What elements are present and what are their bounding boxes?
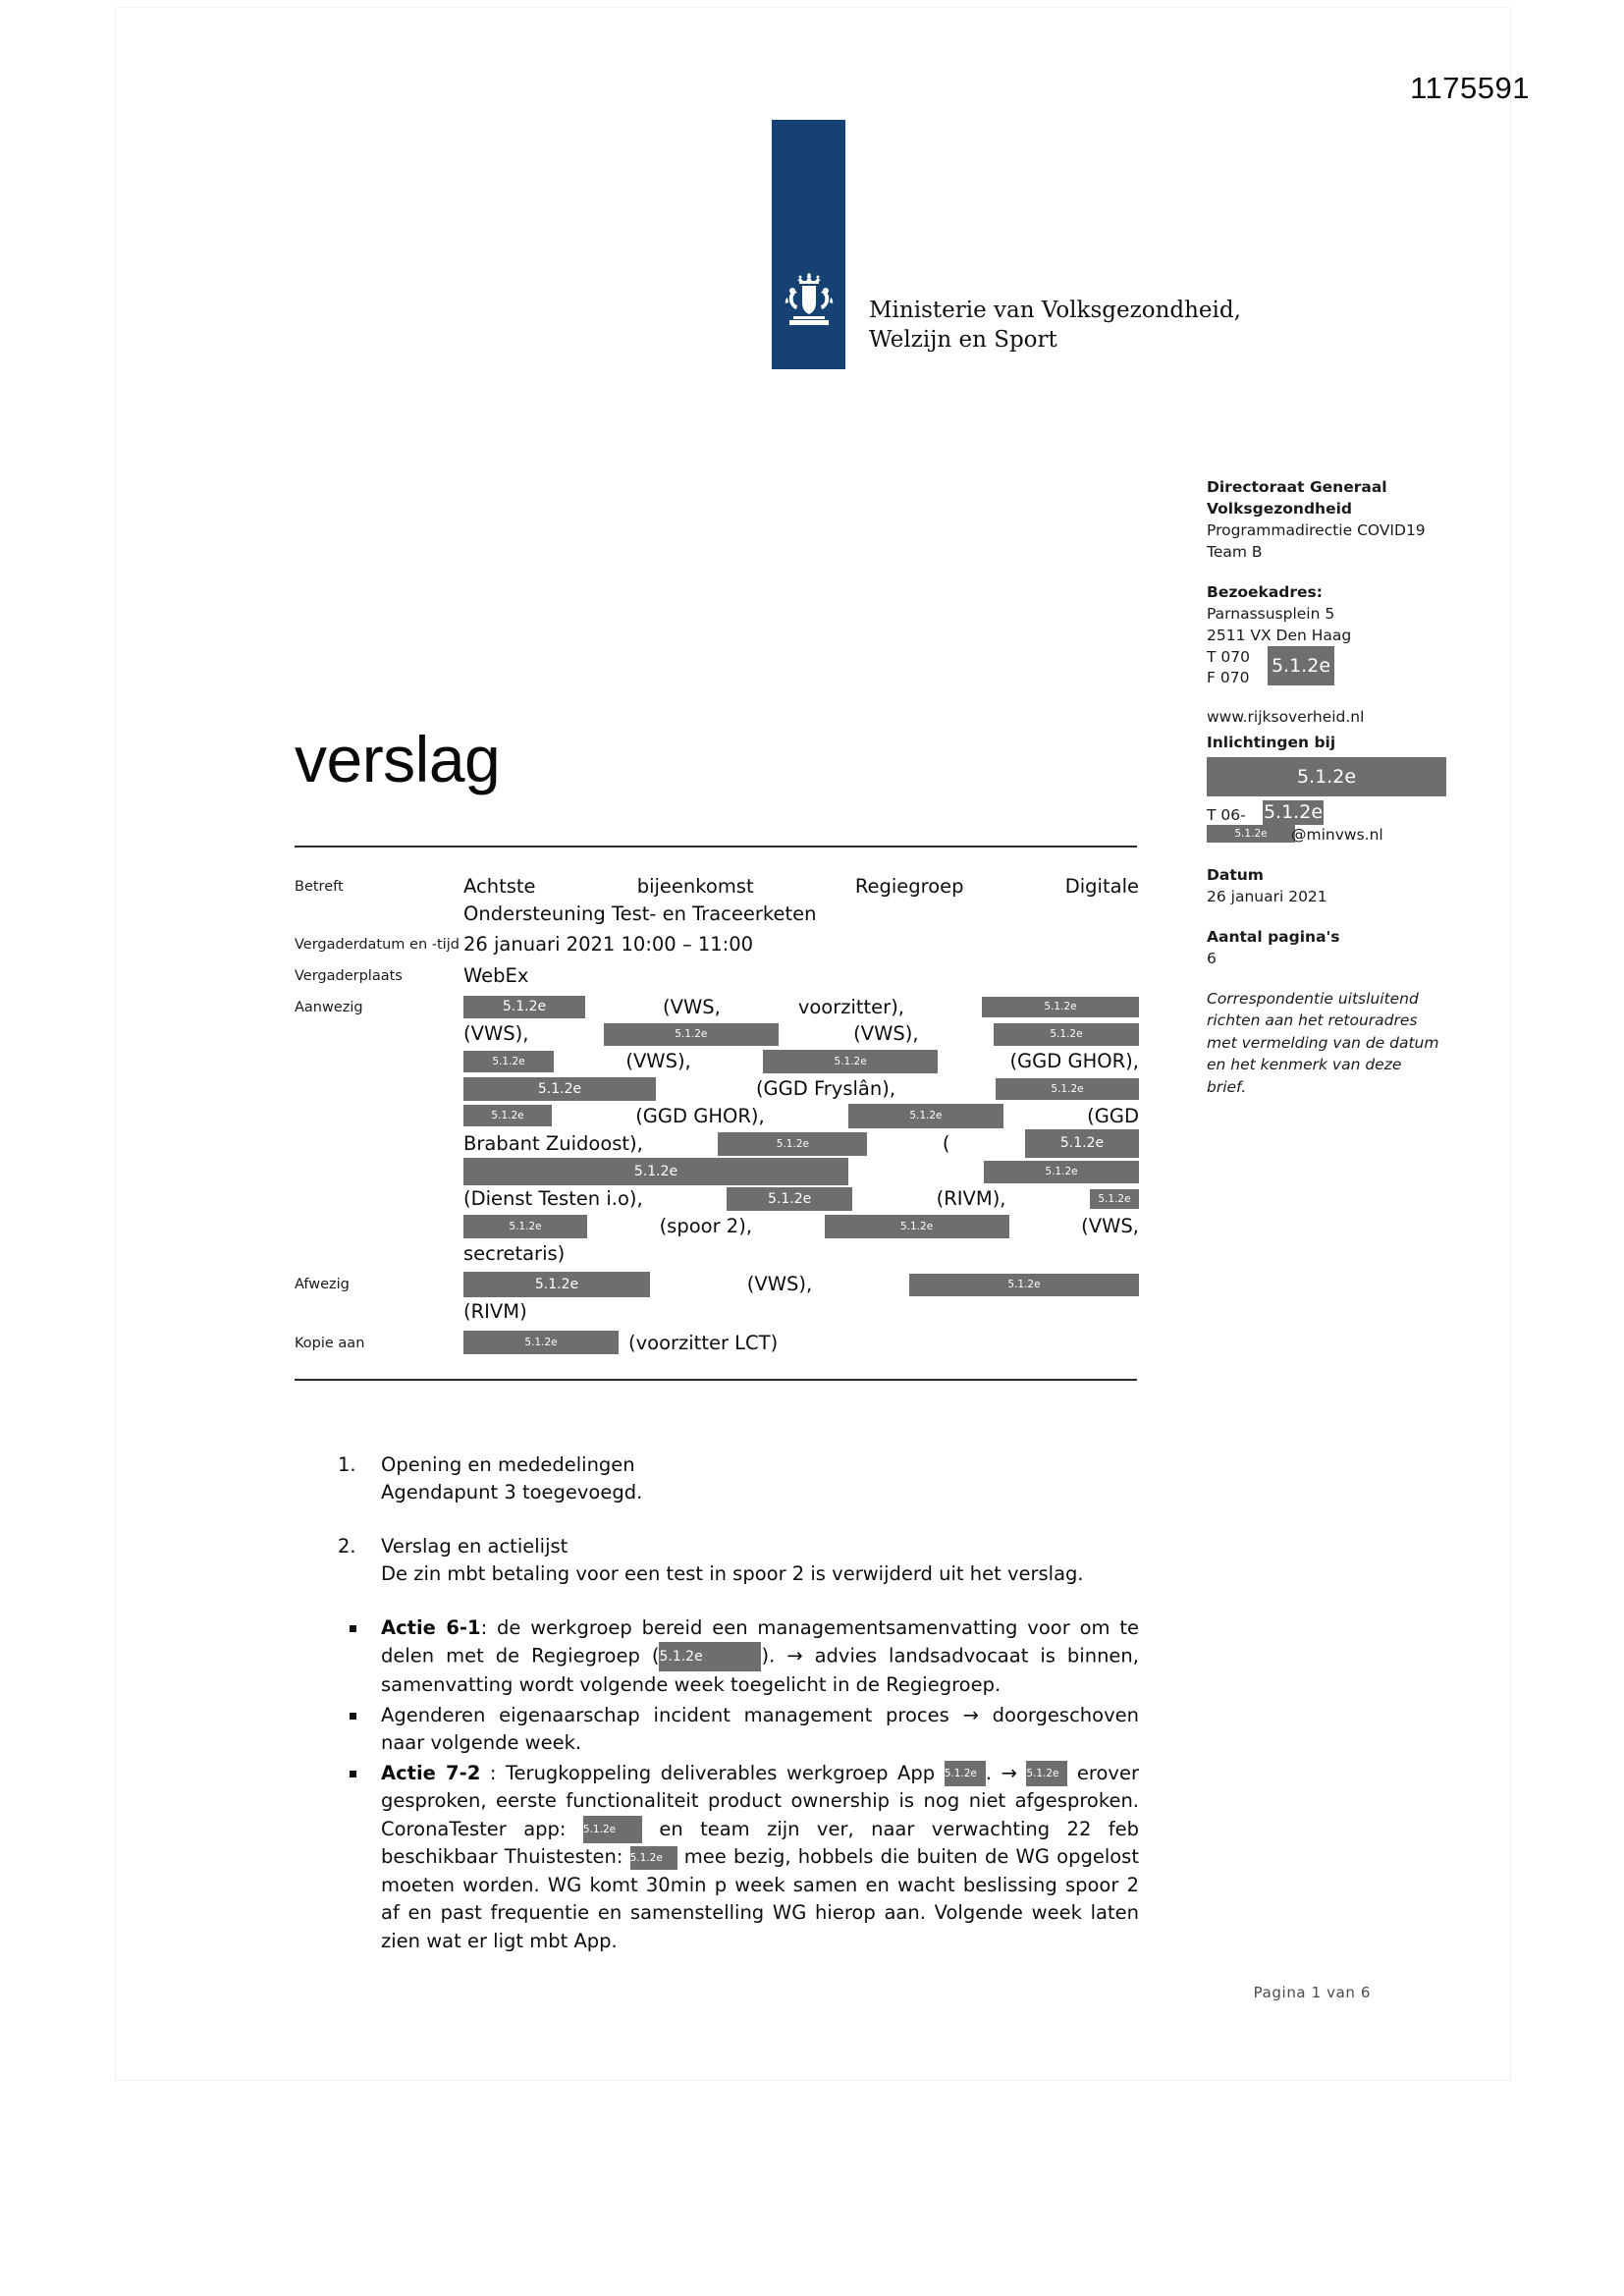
- attendee-redaction: 5.1.2e: [463, 996, 585, 1018]
- vergaderplaats-label: Vergaderplaats: [295, 968, 403, 985]
- note-line5: brief.: [1207, 1077, 1247, 1096]
- agenda-item-2-number: 2.: [338, 1534, 356, 1558]
- info-contact-redaction: 5.1.2e: [1207, 757, 1446, 796]
- datum-label: Datum: [1207, 866, 1264, 884]
- aanwezig-line-7: [463, 1158, 1139, 1185]
- meta-row-afwezig: [295, 1271, 1139, 1325]
- kopie-line-1: [463, 1330, 1139, 1357]
- sidebar-contact-block: [1207, 476, 1472, 1098]
- attendee-redaction: 5.1.2e: [463, 1158, 848, 1185]
- attendee-redaction: 5.1.2e: [825, 1215, 1009, 1238]
- action-item-7-2: [324, 1760, 1139, 1955]
- website-line: www.rijksoverheid.nl: [1207, 708, 1365, 726]
- note-line4: en het kenmerk van deze: [1207, 1056, 1402, 1074]
- action-6-1-part1: : de werkgroep bereid een managementsamenvatting voor om te delen met de Regiegroep (: [381, 1615, 1139, 1667]
- afwezig-value: [463, 1271, 1139, 1325]
- betreft-line2: Ondersteuning Test- en Traceerketen: [463, 902, 817, 925]
- action-redaction: 5.1.2e: [659, 1642, 761, 1671]
- betreft-w3: Regiegroep: [854, 875, 964, 898]
- aanwezig-value: [463, 994, 1139, 1268]
- minutes-body: [324, 1451, 1139, 1957]
- copy-redaction: 5.1.2e: [463, 1331, 619, 1354]
- spacer: [1207, 969, 1472, 988]
- directorate-line2: Volksgezondheid: [1207, 500, 1353, 518]
- meta-row-kopie: [295, 1330, 1139, 1357]
- attendee-org: (GGD GHOR),: [1009, 1050, 1139, 1073]
- betreft-label: Betreft: [295, 879, 344, 895]
- absentee-redaction: 5.1.2e: [463, 1272, 650, 1297]
- attendee-redaction: 5.1.2e: [996, 1078, 1139, 1100]
- betreft-line1: [463, 873, 1139, 901]
- attendee-org: (GGD Fryslân),: [755, 1076, 896, 1100]
- ministry-name-line2: Welzijn en Sport: [869, 327, 1057, 354]
- attendee-redaction: 5.1.2e: [1090, 1189, 1139, 1209]
- meta-row-aanwezig: [295, 994, 1139, 1268]
- attendee-redaction: 5.1.2e: [984, 1161, 1139, 1183]
- action-redaction: 5.1.2e: [630, 1846, 677, 1870]
- betreft-w1: Achtste: [463, 875, 536, 898]
- email-domain: @minvws.nl: [1291, 826, 1383, 844]
- phone-redaction: 5.1.2e: [1268, 646, 1334, 685]
- copy-role: (voorzitter LCT): [628, 1331, 779, 1354]
- action-7-2-part5: mee bezig, hobbels die buiten de WG opgelost moeten worden. WG komt 30min p week samen en wacht beslissing spoor 2 af en past frequentie en samenstelling WG hierop aan. Volgende week laten zien wat er ligt mbt App.: [381, 1845, 1139, 1952]
- attendee-org: (GGD: [1087, 1104, 1139, 1127]
- agenda-item-1-heading: Opening en mededelingen: [381, 1453, 635, 1476]
- directorate-line1: Directoraat Generaal: [1207, 478, 1387, 496]
- attendee-redaction: 5.1.2e: [848, 1104, 1003, 1128]
- aanwezig-line-9: [463, 1213, 1139, 1240]
- absentee-redaction: 5.1.2e: [909, 1274, 1139, 1296]
- action-7-2-part1: : Terugkoppeling deliverables werkgroep App: [480, 1761, 945, 1784]
- note-line2: richten aan het retouradres: [1207, 1011, 1418, 1030]
- attendee-org: (VWS,: [663, 995, 721, 1018]
- visit-address-label: Bezoekadres:: [1207, 583, 1323, 601]
- logo-blue-bar: [772, 120, 845, 369]
- betreft-w4: Digitale: [1064, 875, 1139, 898]
- agenda-item-1-text: Agendapunt 3 toegevoegd.: [381, 1481, 643, 1504]
- bullet-icon: [350, 1771, 356, 1777]
- ministry-logo: [772, 120, 1241, 369]
- meeting-meta-table: [295, 873, 1139, 1360]
- aanwezig-line-5: [463, 1103, 1139, 1130]
- aanwezig-line-8: [463, 1185, 1139, 1213]
- attendee-redaction: 5.1.2e: [718, 1132, 867, 1156]
- note-line1: Correspondentie uitsluitend: [1207, 990, 1419, 1008]
- kopie-aan-label: Kopie aan: [295, 1335, 365, 1351]
- action-redaction: 5.1.2e: [1026, 1761, 1067, 1786]
- aanwezig-line-2: [463, 1020, 1139, 1048]
- spacer: [1207, 907, 1472, 926]
- document-number: 1175591: [1410, 71, 1530, 105]
- aanwezig-line-3: [463, 1048, 1139, 1075]
- vergaderdatum-value: 26 januari 2021 10:00 – 11:00: [463, 933, 754, 957]
- meta-row-datum: [295, 931, 1139, 958]
- attendee-redaction: 5.1.2e: [982, 997, 1139, 1017]
- mobile-email-block: [1207, 800, 1472, 846]
- fax-label: F 070: [1207, 669, 1250, 686]
- absentee-org: (VWS),: [746, 1273, 813, 1296]
- datum-value: 26 januari 2021: [1207, 888, 1327, 905]
- agenda-list: [324, 1451, 1139, 1589]
- city-line: 2511 VX Den Haag: [1207, 627, 1352, 644]
- aanwezig-line-1: [463, 994, 1139, 1021]
- attendee-org: (VWS),: [463, 1022, 529, 1046]
- mobile-label: T 06-: [1207, 806, 1246, 824]
- attendee-paren: (: [942, 1131, 950, 1155]
- ministry-name: [869, 296, 1241, 355]
- phone-fax-block: [1207, 646, 1472, 687]
- agenda-item-2: [324, 1533, 1139, 1589]
- action-item-agenderen: [324, 1702, 1139, 1758]
- email-redaction: 5.1.2e: [1207, 825, 1295, 843]
- attendee-redaction: 5.1.2e: [763, 1050, 938, 1073]
- action-agenderen-text: Agenderen eigenaarschap incident management proces → doorgeschoven naar volgende week.: [381, 1703, 1139, 1755]
- action-7-2-text: [381, 1760, 1139, 1955]
- aanwezig-line-4: [463, 1075, 1139, 1103]
- note-line3: met vermelding van de datum: [1207, 1033, 1439, 1052]
- afwezig-line-2: (RIVM): [463, 1299, 527, 1323]
- attendee-redaction: 5.1.2e: [463, 1051, 554, 1072]
- action-7-2-part4: en team zijn ver, naar verwachting 22 feb beschikbaar Thuistesten:: [381, 1817, 1140, 1869]
- aanwezig-label: Aanwezig: [295, 999, 363, 1015]
- action-6-1-text: [381, 1614, 1139, 1700]
- divider-bottom: [295, 1379, 1137, 1381]
- aanwezig-line-10: secretaris): [463, 1241, 566, 1265]
- spacer: [1207, 846, 1472, 864]
- attendee-org: (GGD GHOR),: [635, 1104, 765, 1127]
- ministry-name-line1: Ministerie van Volksgezondheid,: [869, 297, 1241, 323]
- agenda-item-2-heading: Verslag en actielijst: [381, 1534, 568, 1558]
- street-line: Parnassusplein 5: [1207, 605, 1335, 623]
- footer-page-indicator: Pagina 1 van 6: [1253, 1984, 1371, 2001]
- correspondence-note: [1207, 988, 1472, 1098]
- action-list: [324, 1614, 1139, 1955]
- agenda-item-1-number: 1.: [338, 1453, 356, 1476]
- action-7-2-label: Actie 7-2: [381, 1761, 481, 1784]
- phone-label: T 070: [1207, 648, 1250, 666]
- betreft-value: [463, 873, 1139, 927]
- programme-line: Programmadirectie COVID19: [1207, 521, 1426, 539]
- attendee-redaction: 5.1.2e: [463, 1215, 587, 1238]
- bullet-icon: [350, 1713, 356, 1720]
- meta-row-plaats: [295, 962, 1139, 990]
- action-item-6-1: [324, 1614, 1139, 1700]
- spacer: [1207, 687, 1472, 706]
- attendee-org: (Dienst Testen i.o),: [463, 1187, 643, 1211]
- attendee-org: (spoor 2),: [659, 1214, 753, 1237]
- netherlands-coat-of-arms-icon: [782, 271, 837, 332]
- vergaderdatum-label: Vergaderdatum en -tijd: [295, 937, 460, 954]
- action-6-1-label: Actie 6-1: [381, 1615, 481, 1639]
- agenda-item-2-text: De zin mbt betaling voor een test in spoor 2 is verwijderd uit het verslag.: [381, 1562, 1084, 1586]
- team-line: Team B: [1207, 543, 1263, 561]
- agenda-item-1: [324, 1451, 1139, 1507]
- attendee-org: (VWS),: [853, 1022, 919, 1046]
- attendee-org: (VWS,: [1081, 1214, 1139, 1237]
- pages-label: Aantal pagina's: [1207, 928, 1340, 946]
- attendee-redaction: 5.1.2e: [727, 1187, 852, 1211]
- action-redaction: 5.1.2e: [945, 1761, 986, 1786]
- afwezig-line-1: [463, 1271, 1139, 1298]
- action-redaction: 5.1.2e: [583, 1816, 642, 1843]
- betreft-w2: bijeenkomst: [636, 875, 754, 898]
- attendee-org: (VWS),: [625, 1050, 691, 1073]
- bullet-icon: [350, 1625, 356, 1632]
- kopie-aan-value: [463, 1330, 1139, 1357]
- spacer: [1207, 563, 1472, 581]
- afwezig-label: Afwezig: [295, 1277, 350, 1293]
- action-7-2-part3: erover gesproken, eerste functionaliteit product ownership is nog niet afgesproken. CoronaTester app:: [381, 1761, 1139, 1840]
- attendee-redaction: 5.1.2e: [994, 1023, 1139, 1046]
- attendee-org: (RIVM),: [936, 1187, 1006, 1211]
- action-6-1-part2: ). → advies landsadvocaat is binnen, samenvatting wordt volgende week toegelicht in de Regiegroep.: [381, 1644, 1139, 1697]
- page-title: verslag: [295, 723, 501, 795]
- aanwezig-line-6: [463, 1129, 1139, 1158]
- inlichtingen-label: Inlichtingen bij: [1207, 734, 1336, 751]
- attendee-org: Brabant Zuidoost),: [463, 1131, 643, 1155]
- meta-row-betreft: [295, 873, 1139, 927]
- vergaderplaats-value: WebEx: [463, 964, 529, 988]
- attendee-redaction: 5.1.2e: [1025, 1129, 1139, 1158]
- attendee-redaction: 5.1.2e: [463, 1105, 552, 1126]
- attendee-redaction: 5.1.2e: [604, 1023, 779, 1046]
- attendee-role: voorzitter),: [797, 995, 904, 1018]
- attendee-redaction: 5.1.2e: [463, 1077, 656, 1101]
- action-7-2-part2: . →: [985, 1761, 1027, 1784]
- divider-top: [295, 846, 1137, 847]
- mobile-redaction: 5.1.2e: [1263, 801, 1324, 823]
- pages-value: 6: [1207, 950, 1217, 967]
